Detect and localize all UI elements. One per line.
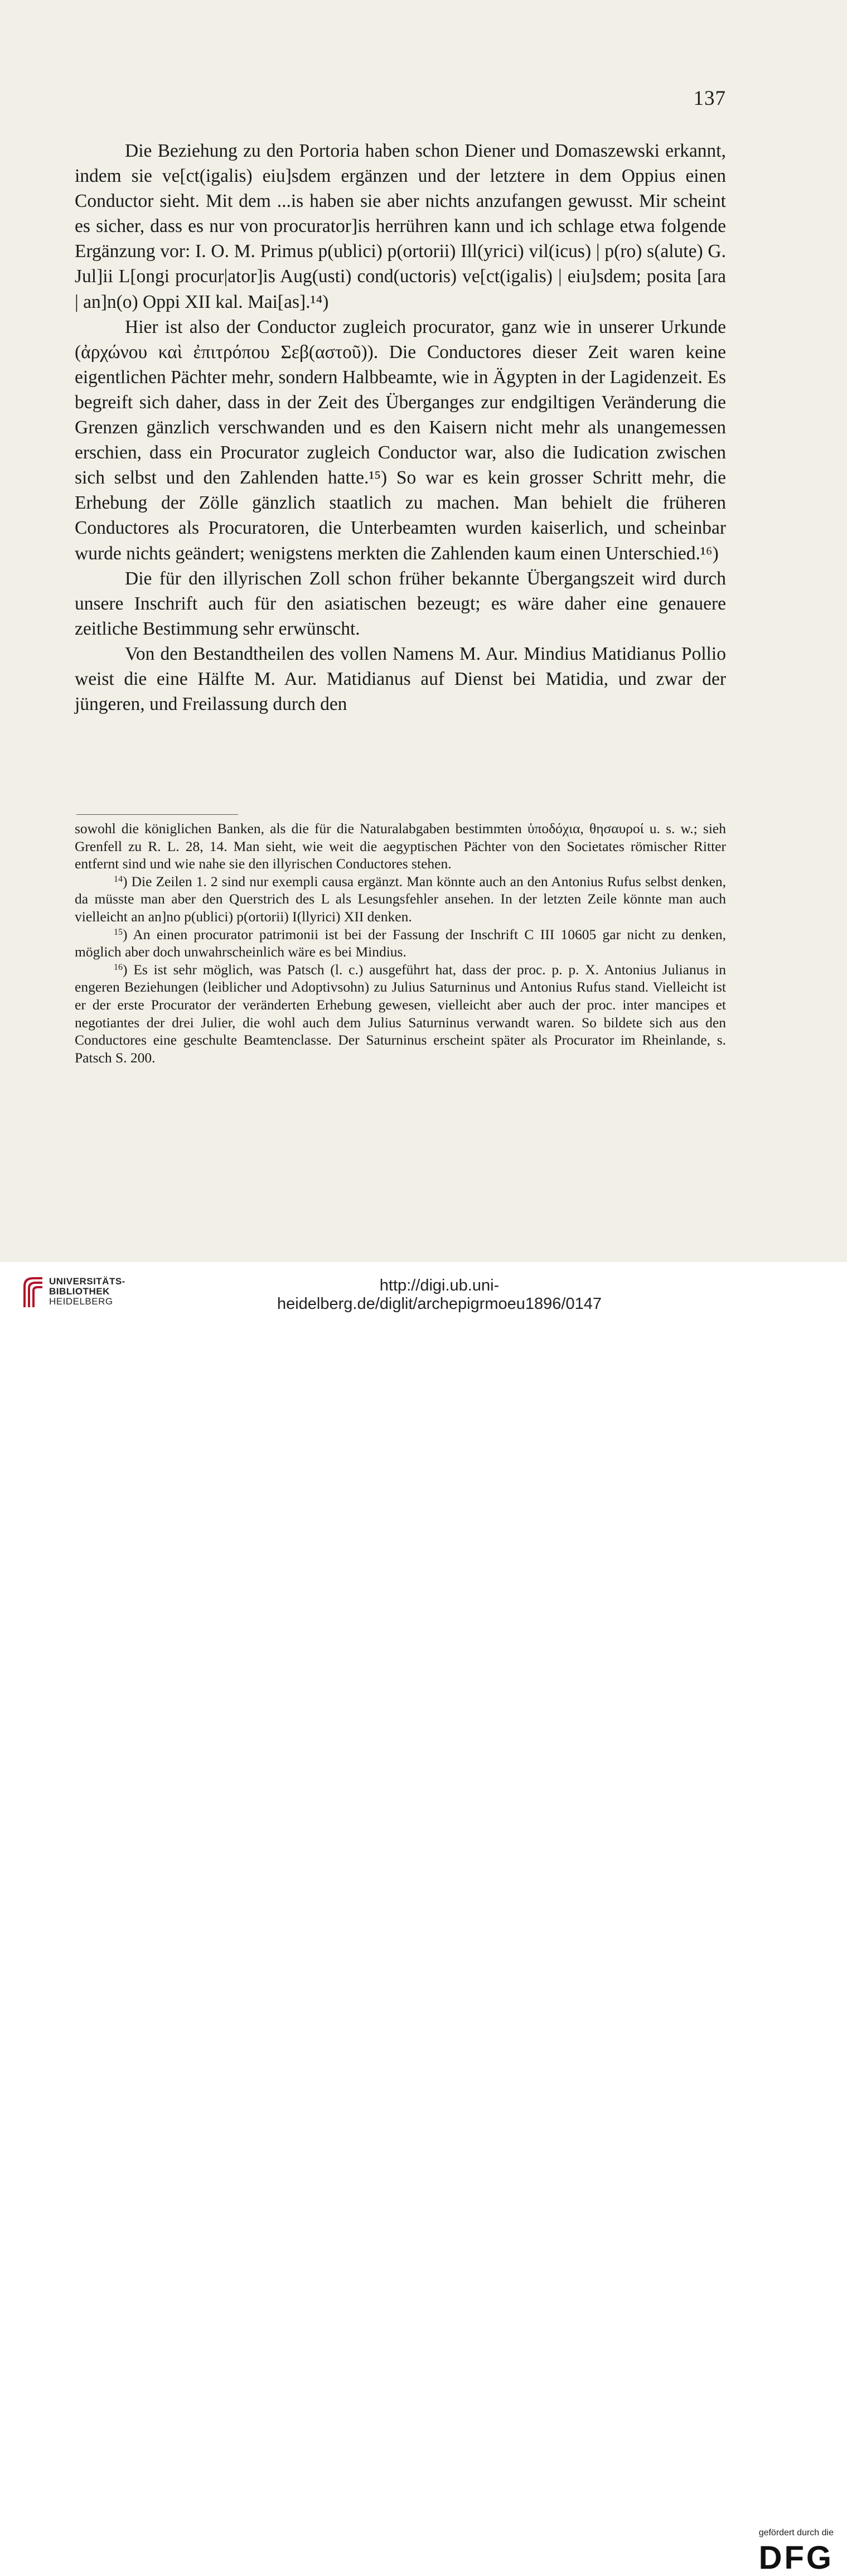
main-text <box>75 138 726 717</box>
university-library-logo-icon <box>22 1275 45 1309</box>
scanned-page <box>0 0 847 1262</box>
footnote-marker: 14 <box>114 874 123 884</box>
footnote-15 <box>75 926 726 961</box>
library-line-3: HEIDELBERG <box>49 1296 113 1307</box>
footnote-continuation: sowohl die königlichen Banken, als die für die Naturalabgaben bestimmten ὑποδόχια, θησαυροί u. s. w.; sieh Grenfell zu R. L. 28, 14. Man sieht, wie weit die aegyptischen Pächter von den Societates römischer Ritter entfernt sind und wie nahe sie den illyrischen Conductores stehen. <box>75 820 726 872</box>
footnote-marker: 16 <box>114 962 123 972</box>
footnotes <box>75 820 726 1066</box>
footnote-paren: ) <box>123 926 128 943</box>
footnote-paren: ) <box>123 873 128 890</box>
library-name <box>49 1277 125 1307</box>
footnote-text: An einen procurator patrimonii ist bei der Fassung der Inschrift C III 10605 gar nicht zu denken, möglich aber doch unwahrscheinlich wäre es bei Mindius. <box>75 926 727 960</box>
paragraph-1: Die Beziehung zu den Portoria haben schon Diener und Domaszewski erkannt, indem sie ve[ct(igalis) eiu]sdem ergänzen und der letztere in dem Oppius einen Conductor sieht. Mit dem ...is haben sie aber nichts anzufangen gewusst. Mir scheint es sicher, dass es nur von procurator]is herrühren kann und ich schlage etwa folgende Ergänzung vor: I. O. M. Primus p(ublici) p(ortorii) Ill(yrici) vil(icus) | p(ro) s(alute) G. Jul]ii L[ongi procur|ator]is Aug(usti) cond(uctoris) ve[ct(igalis) | eiu]sdem; posita [ara | an]n(o) Oppi XII kal. Mai[as].¹⁴) <box>75 141 726 312</box>
footnote-text: Die Zeilen 1. 2 sind nur exempli causa ergänzt. Man könnte auch an den Antonius Rufus selbst denken, da müsste man aber den Querstrich des L als Lesungsfehler ansehen. In der letzten Zeile könnte man auch vielleicht an an]no p(ublici) p(ortorii) I(llyrici) XII denken. <box>75 873 727 925</box>
page-number: 137 <box>693 87 726 110</box>
footnote-paren: ) <box>123 961 128 978</box>
footnote-text: Es ist sehr möglich, was Patsch (l. c.) ausgeführt hat, dass der proc. p. p. X. Antonius Julianus in engeren Beziehungen (leiblicher und Adoptivsohn) zu Julius Saturninus und Antonius Rufus stand. Vielleicht ist er der erste Procurator der veränderten Erhebung gewesen, vielleicht aber auch der proc. inter mancipes et negotiantes der drei Julier, die wohl auch dem Julius Saturninus verwandt waren. So bildete sich aus den Conductores eine geschulte Beamtenclasse. Der Saturninus erscheint später als Procurator im Rheinlande, s. Patsch S. 200. <box>75 961 727 1066</box>
library-line-2: BIBLIOTHEK <box>49 1286 110 1297</box>
footnote-separator <box>76 814 238 815</box>
paragraph-3: Die für den illyrischen Zoll schon früher bekannte Übergangszeit wird durch unsere Inschrift auch für den asiatischen bezeugt; es wäre daher eine genauere zeitliche Bestimmung sehr erwünscht. <box>75 568 726 639</box>
footnote-14 <box>75 873 726 926</box>
funding-caption: gefördert durch die <box>758 2528 834 2538</box>
library-line-1: UNIVERSITÄTS- <box>49 1276 125 1287</box>
footnote-marker: 15 <box>114 927 123 937</box>
paragraph-2: Hier ist also der Conductor zugleich procurator, ganz wie in unserer Urkunde (ἀρχώνου καὶ ἐπιτρόπου Σεβ(αστοῦ)). Die Conductores dieser Zeit waren keine eigentlichen Pächter mehr, sondern Halbbeamte, wie in Ägypten in der Lagidenzeit. Es begreift sich daher, dass in der Zeit des Überganges zur endgiltigen Veränderung die Grenzen gänzlich verschwanden und es den Kaisern nicht mehr als unangemessen erschien, dass ein Procurator zugleich Conductor war, also die Iudication zwischen sich selbst und den Zahlenden hatte.¹⁵) So war es kein grosser Schritt mehr, die Erhebung der Zölle gänzlich staatlich zu machen. Man behielt die früheren Conductores als Procuratoren, die Unterbeamten wurden kaiserlich, und scheinbar wurde nichts geändert; wenigstens merkten die Zahlenden kaum einen Unterschied.¹⁶) <box>75 316 726 564</box>
footnote-16 <box>75 961 726 1067</box>
paragraph-4: Von den Bestandtheilen des vollen Namens M. Aur. Mindius Matidianus Pollio weist die eine Hälfte M. Aur. Matidianus auf Dienst bei Matidia, und zwar der jüngeren, und Freilassung durch den <box>75 643 726 715</box>
dfg-logo: DFG <box>758 2540 834 2576</box>
source-url-link[interactable]: http://digi.ub.uni-heidelberg.de/diglit/archepigrmoeu1896/0147 <box>277 1277 602 1313</box>
